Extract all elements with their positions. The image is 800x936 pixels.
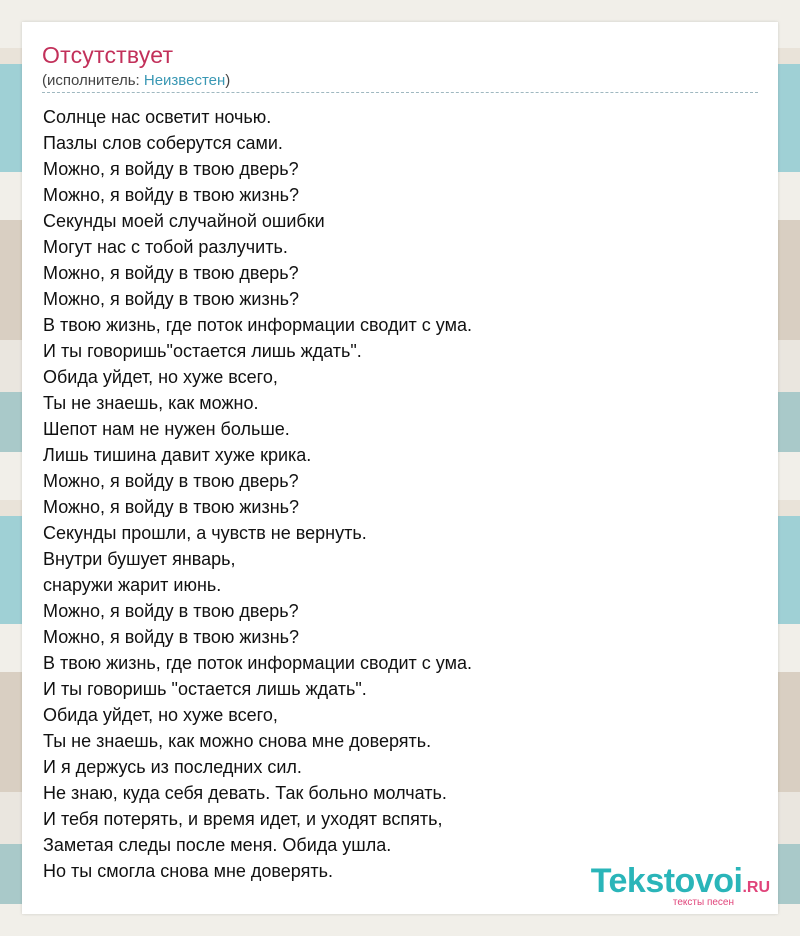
logo-name: Tekstovoi [590, 862, 743, 900]
lyric-line: Можно, я войду в твою жизнь? [43, 289, 300, 309]
lyric-line: Но ты смогла снова мне доверять. [43, 861, 333, 881]
lyric-line: снаружи жарит июнь. [43, 575, 222, 595]
title-divider [42, 92, 758, 93]
lyric-line: И ты говоришь "остается лишь ждать". [43, 679, 367, 699]
lyric-line: И ты говоришь"остается лишь ждать". [43, 341, 362, 361]
lyric-line: Обида уйдет, но хуже всего, [43, 367, 278, 387]
lyric-line: Шепот нам не нужен больше. [43, 419, 290, 439]
lyric-line: Можно, я войду в твою жизнь? [43, 627, 300, 647]
logo-tld: .RU [742, 879, 770, 896]
artist-line [42, 72, 230, 89]
lyric-line: Можно, я войду в твою дверь? [43, 263, 299, 283]
lyric-line: Обида уйдет, но хуже всего, [43, 705, 278, 725]
lyric-line: Можно, я войду в твою дверь? [43, 159, 299, 179]
logo-tagline: тексты песен [672, 897, 734, 908]
lyric-line: Заметая следы после меня. Обида ушла. [43, 835, 392, 855]
lyric-line: В твою жизнь, где поток информации сводит с ума. [43, 653, 472, 673]
lyric-line: Могут нас с тобой разлучить. [43, 237, 288, 257]
artist-link[interactable]: Неизвестен [143, 72, 226, 89]
lyric-line: И тебя потерять, и время идет, и уходят вспять, [43, 809, 443, 829]
lyric-line: Пазлы слов соберутся сами. [43, 133, 283, 153]
lyrics-card [22, 22, 778, 914]
lyric-line: В твою жизнь, где поток информации сводит с ума. [43, 315, 472, 335]
lyric-line: Можно, я войду в твою дверь? [43, 601, 299, 621]
lyric-line: Не знаю, куда себя девать. Так больно молчать. [43, 783, 447, 803]
lyric-line: Лишь тишина давит хуже крика. [43, 445, 312, 465]
site-logo[interactable] [591, 864, 770, 908]
song-title: Отсутствует [42, 42, 174, 68]
lyric-line: Секунды прошли, а чувств не вернуть. [43, 523, 367, 543]
lyric-line: Можно, я войду в твою дверь? [43, 471, 299, 491]
lyric-line: Секунды моей случайной ошибки [43, 211, 325, 231]
lyric-line: Можно, я войду в твою жизнь? [43, 185, 300, 205]
lyric-line: Ты не знаешь, как можно. [43, 393, 259, 413]
lyrics-list [43, 104, 472, 884]
lyric-line: Можно, я войду в твою жизнь? [43, 497, 300, 517]
artist-suffix: ) [225, 72, 231, 89]
lyric-line: И я держусь из последних сил. [43, 757, 302, 777]
lyric-line: Внутри бушует январь, [43, 549, 236, 569]
lyric-line: Солнце нас осветит ночью. [43, 107, 272, 127]
artist-prefix: (исполнитель: [42, 72, 144, 89]
lyric-line: Ты не знаешь, как можно снова мне доверять. [43, 731, 432, 751]
